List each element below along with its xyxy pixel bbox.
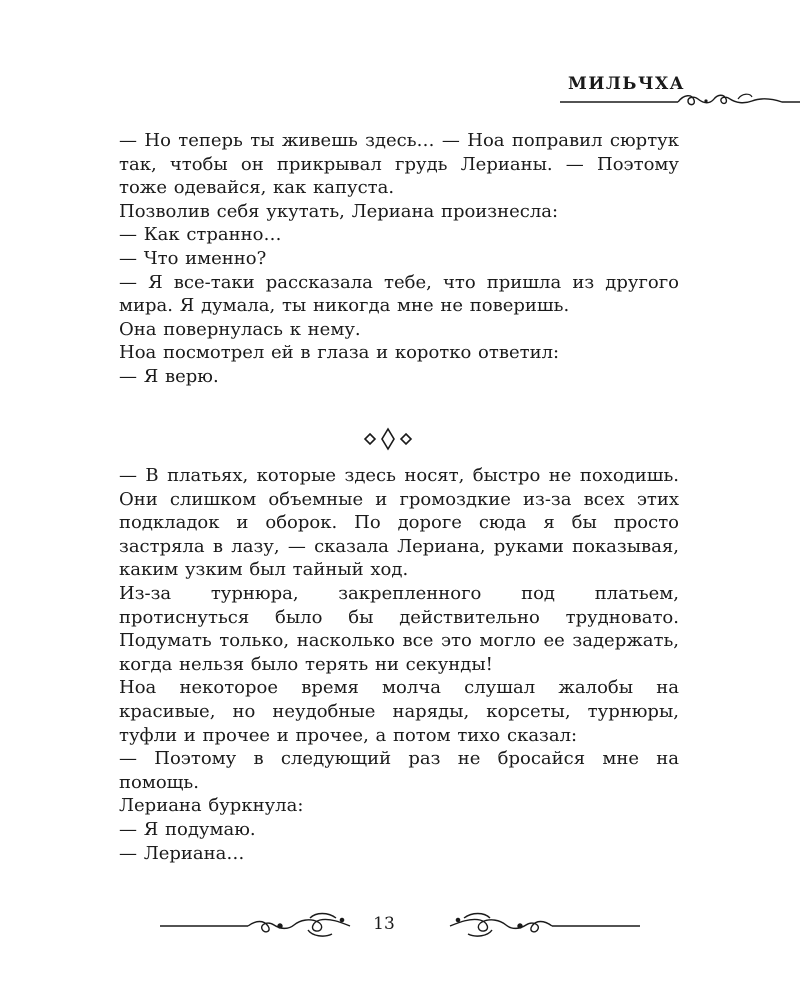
paragraph: Лериана буркнула:	[119, 795, 304, 817]
paragraph: — Что именно?	[119, 247, 267, 269]
header-title: МИЛЬЧХА	[568, 74, 685, 94]
paragraph: — В платьях, которые здесь носят, быстро не походишь. Они слишком объемные и громоздкие из-за всех этих подкладок и оборок. По дороге сюда я бы просто застряла в лазу, — сказала Лериана, руками показывая, каким узким был тайный ход.	[119, 465, 679, 581]
paragraph: — Я подумаю.	[119, 818, 256, 840]
paragraph: Ноа некоторое время молча слушал жалобы на красивые, но неудобные наряды, корсеты, турнюры, туфли и прочее и прочее, а потом тихо сказал:	[119, 677, 679, 746]
scroll-flourish-icon	[560, 84, 800, 108]
paragraph: — Поэтому в следующий раз не бросайся мне на помощь.	[119, 748, 679, 793]
three-diamond-icon	[356, 425, 420, 453]
paragraph: — Я все-таки рассказала тебе, что пришла из другого мира. Я думала, ты никогда мне не поверишь.	[119, 271, 679, 317]
text-section-2	[119, 464, 679, 865]
paragraph: Ноа посмотрел ей в глаза и коротко ответил:	[119, 342, 560, 364]
paragraph: Она повернулась к нему.	[119, 318, 361, 340]
paragraph: Позволив себя укутать, Лериана произнесла:	[119, 200, 559, 222]
running-header	[560, 70, 800, 110]
paragraph: — Я верю.	[119, 365, 219, 387]
paragraph: — Как странно…	[119, 224, 282, 246]
page-number: 13	[373, 914, 395, 934]
paragraph: Из-за турнюра, закрепленного под платьем, протиснуться было бы действительно трудновато. Подумать только, насколько все это могло ее задержать, когда нельзя было терять ни секунды!	[119, 582, 679, 675]
text-section-1	[119, 129, 679, 389]
page-footer	[160, 908, 640, 944]
paragraph: — Лериана…	[119, 842, 245, 864]
paragraph: — Но теперь ты живешь здесь… — Ноа поправил сюртук так, чтобы он прикрывал грудь Лерианы. — Поэтому тоже одевайся, как капуста.	[119, 130, 679, 199]
